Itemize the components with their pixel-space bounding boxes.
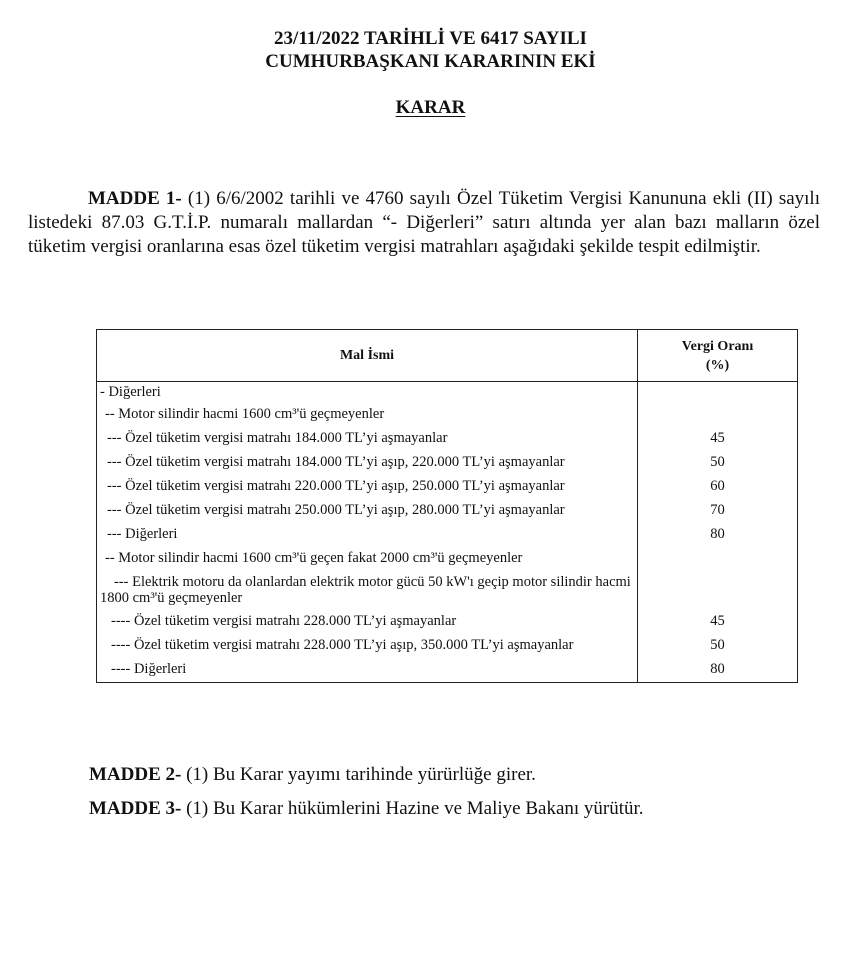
item-name-cell: --- Elektrik motoru da olanlardan elektrik motor gücü 50 kW'ı geçip motor silindir hacmi 1800 cm³'ü geçmeyenler [97,571,638,610]
document-title-line1: 23/11/2022 TARİHLİ VE 6417 SAYILI [274,28,587,49]
article-2-label: MADDE 2- [89,764,182,785]
item-name-cell: --- Özel tüketim vergisi matrahı 220.000 TL’yi aşıp, 250.000 TL’yi aşmayanlar [97,475,638,499]
tax-rate-cell: 80 [638,658,798,683]
table-row [97,571,798,610]
tax-rate-cell: 60 [638,475,798,499]
table-row [97,547,798,571]
tax-rate-cell: 70 [638,499,798,523]
tax-rate-cell [638,547,798,571]
table-row [97,634,798,658]
item-name-cell: - Diğerleri [97,382,638,404]
article-1 [28,187,820,259]
article-3-text: (1) Bu Karar hükümlerini Hazine ve Maliye Bakanı yürütür. [181,798,644,819]
table-row [97,427,798,451]
column-header-item-name: Mal İsmi [97,330,638,382]
article-1-label: MADDE 1- [88,188,182,209]
table-header-row [97,330,798,382]
tax-rate-cell [638,382,798,404]
article-2 [89,763,536,787]
article-2-text: (1) Bu Karar yayımı tarihinde yürürlüğe girer. [181,764,536,785]
article-1-text: (1) 6/6/2002 tarihli ve 4760 sayılı Özel Tüketim Vergisi Kanununa ekli (II) sayılı listedeki 87.03 G.T.İ.P. numaralı mallardan “- Diğerleri” satırı altında yer alan bazı malların özel tüketim vergisi oranlarına esas özel tüketim vergisi matrahları aşağıdaki şekilde tespit edilmiştir. [28,188,820,257]
tax-rate-cell: 45 [638,610,798,634]
table-row [97,523,798,547]
item-name-cell: --- Özel tüketim vergisi matrahı 184.000 TL’yi aşmayanlar [97,427,638,451]
document-title-line2: CUMHURBAŞKANI KARARININ EKİ [265,51,596,72]
table-row [97,475,798,499]
karar-heading [0,96,861,120]
tax-rate-header-line2: (%) [705,357,730,373]
item-name-cell: ---- Özel tüketim vergisi matrahı 228.000 TL’yi aşıp, 350.000 TL’yi aşmayanlar [97,634,638,658]
table-row [97,658,798,683]
article-3-label: MADDE 3- [89,798,182,819]
tax-rate-cell [638,403,798,427]
tax-rate-cell [638,571,798,610]
table-row [97,451,798,475]
item-name-cell: -- Motor silindir hacmi 1600 cm³'ü geçmeyenler [97,403,638,427]
table-row [97,403,798,427]
column-header-tax-rate [638,330,798,382]
tax-rate-cell: 80 [638,523,798,547]
item-name-cell: --- Özel tüketim vergisi matrahı 250.000 TL’yi aşıp, 280.000 TL’yi aşmayanlar [97,499,638,523]
tax-rate-cell: 50 [638,634,798,658]
tax-rate-table [96,329,798,683]
item-name-cell: -- Motor silindir hacmi 1600 cm³'ü geçen fakat 2000 cm³'ü geçmeyenler [97,547,638,571]
item-name-cell: ---- Özel tüketim vergisi matrahı 228.000 TL’yi aşmayanlar [97,610,638,634]
item-name-cell: ---- Diğerleri [97,658,638,683]
item-name-cell: --- Özel tüketim vergisi matrahı 184.000 TL’yi aşıp, 220.000 TL’yi aşmayanlar [97,451,638,475]
karar-heading-text: KARAR [395,97,466,118]
table-row [97,499,798,523]
tax-rate-cell: 45 [638,427,798,451]
article-3 [89,797,644,821]
tax-rate-header-line1: Vergi Oranı [681,338,754,354]
table-row [97,382,798,404]
tax-rate-cell: 50 [638,451,798,475]
item-name-cell: --- Diğerleri [97,523,638,547]
table-row [97,610,798,634]
